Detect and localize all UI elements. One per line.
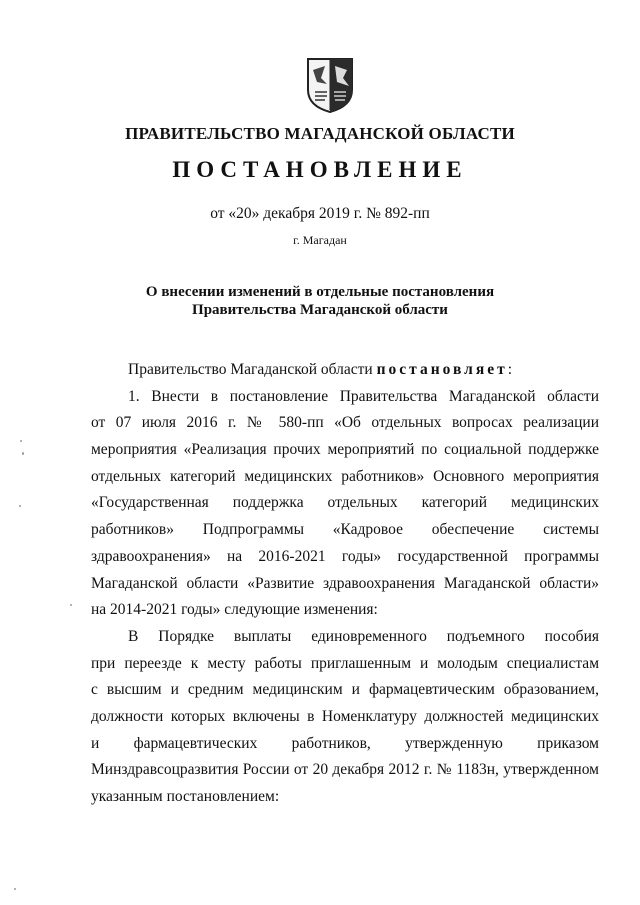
scan-speck: [19, 505, 21, 507]
document-type: ПОСТАНОВЛЕНИЕ: [172, 157, 468, 182]
intro-prefix: Правительство Магаданской области: [128, 361, 373, 378]
paragraph-1-line: 1. Внести в постановление Правительства Магаданской области: [128, 387, 599, 405]
government-name: ПРАВИТЕЛЬСТВО МАГАДАНСКОЙ ОБЛАСТИ: [125, 124, 515, 143]
intro-verb: постановляет: [376, 361, 508, 378]
paragraph-1-line: работников» Подпрограммы «Кадровое обеспечение системы: [91, 521, 599, 539]
paragraph-1-line: мероприятия «Реализация прочих мероприятий по социальной поддержке: [91, 441, 599, 459]
paragraph-2-line: указанным постановлением:: [91, 788, 280, 805]
document-date-number: от «20» декабря 2019 г. № 892-пп: [210, 205, 430, 222]
paragraph-1-line: отдельных категорий медицинских работников» Основного мероприятия: [91, 467, 599, 485]
coat-of-arms-emblem: [305, 56, 355, 114]
scan-speck: [14, 888, 16, 890]
subject-line-1: О внесении изменений в отдельные постановления: [145, 284, 495, 300]
paragraph-2-line: Минздравсоцразвития России от 20 декабря 2012 г. № 1183н, утвержденном: [91, 761, 599, 779]
paragraph-2-line: с высшим и средним медицинским и фармацевтическим образованием,: [91, 681, 599, 699]
scan-speck: [22, 452, 24, 455]
intro-line: [91, 357, 599, 384]
paragraph-1-line: от 07 июля 2016 г. № 580-пп «Об отдельных вопросах реализации: [91, 414, 599, 432]
paragraph-2-line: В Порядке выплаты единовременного подъемного пособия: [128, 627, 599, 645]
document-body: [91, 357, 599, 811]
paragraph-2-line: должности которых включены в Номенклатуру должностей медицинских: [91, 707, 599, 725]
document-subject: [0, 283, 640, 319]
intro-suffix: :: [507, 361, 513, 378]
paragraph-2-line: и фармацевтических работников, утвержденную приказом: [91, 734, 599, 752]
paragraph-1-line: Магаданской области «Развитие здравоохранения Магаданской области»: [91, 574, 599, 592]
paragraph-2-line: при переезде к месту работы приглашенным и молодым специалистам: [91, 654, 599, 672]
scan-speck: [70, 604, 72, 606]
paragraph-1-line: на 2014-2021 годы» следующие изменения:: [91, 601, 378, 619]
paragraph-1-line: «Государственная поддержка отдельных категорий медицинских: [91, 494, 599, 512]
paragraph-1-line: здравоохранения» на 2016-2021 годы» государственной программы: [91, 547, 599, 565]
subject-line-2: Правительства Магаданской области: [192, 302, 448, 318]
document-city: г. Магадан: [293, 233, 347, 247]
scan-speck: [20, 440, 22, 442]
